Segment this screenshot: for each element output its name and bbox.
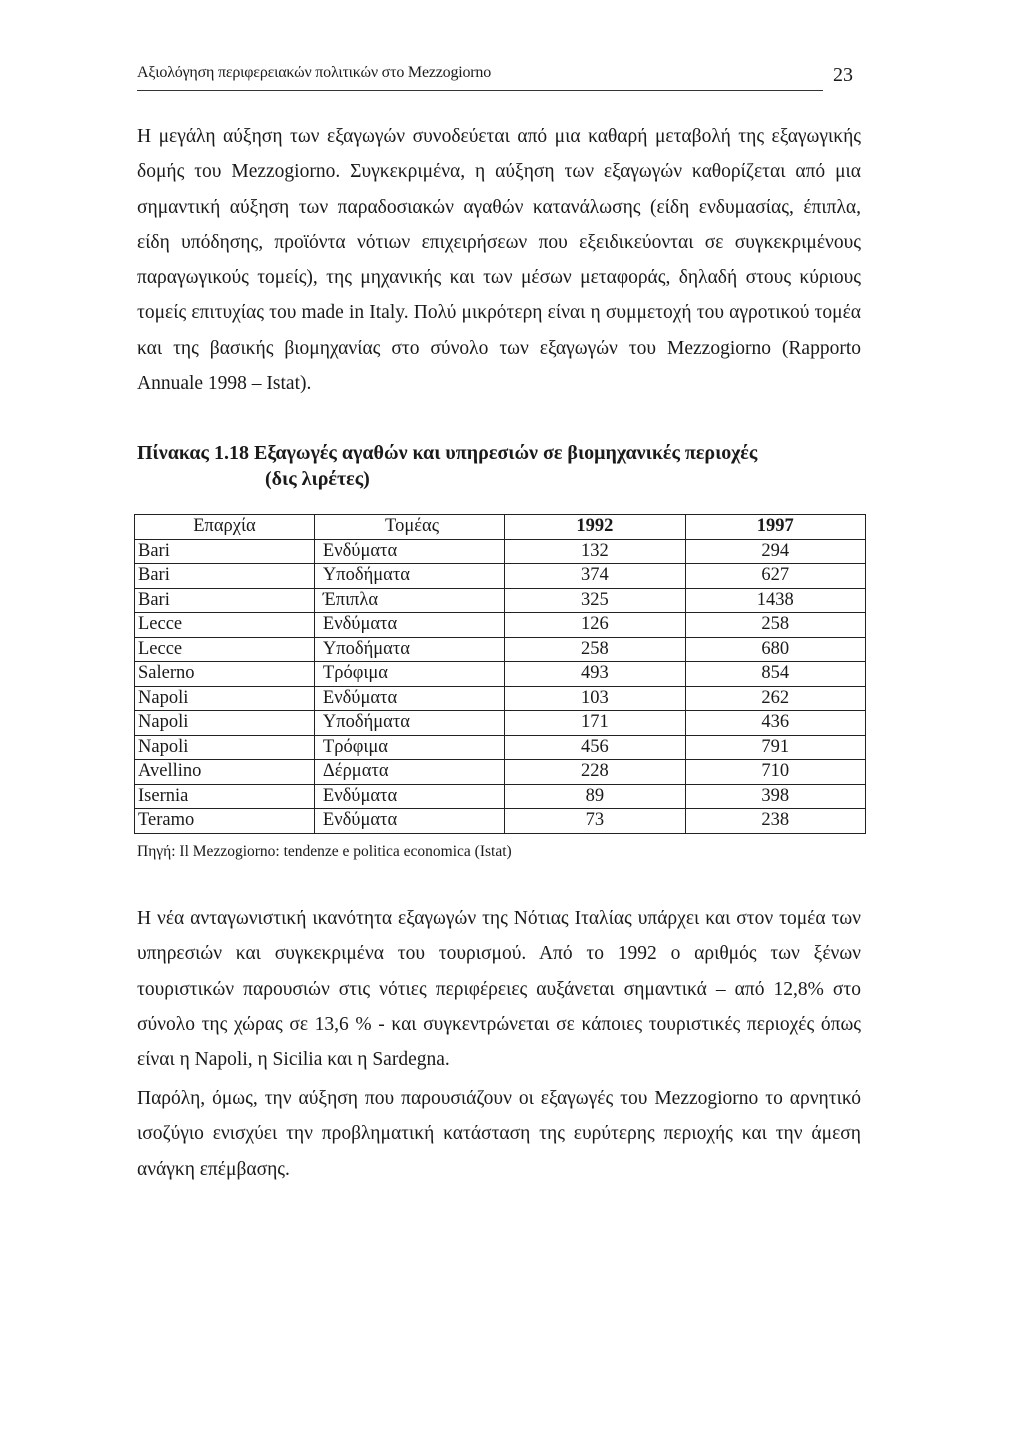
cell-1997: 1438 xyxy=(685,588,865,613)
table-row xyxy=(135,809,866,834)
cell-1997: 398 xyxy=(685,784,865,809)
cell-1997: 791 xyxy=(685,735,865,760)
table-row xyxy=(135,588,866,613)
cell-1992: 103 xyxy=(505,686,685,711)
table-caption-unit: (δις λιρέτες) xyxy=(265,468,370,490)
cell-1997: 680 xyxy=(685,637,865,662)
cell-province: Salerno xyxy=(135,662,315,687)
column-header-sector: Τομέας xyxy=(314,515,504,540)
cell-1997: 258 xyxy=(685,613,865,638)
cell-province: Lecce xyxy=(135,637,315,662)
table-row xyxy=(135,637,866,662)
column-header-1997: 1997 xyxy=(685,515,865,540)
table-source: Πηγή: Il Mezzogiorno: tendenze e politica economica (Istat) xyxy=(137,843,512,860)
cell-province: Lecce xyxy=(135,613,315,638)
table-row xyxy=(135,564,866,589)
cell-province: Isernia xyxy=(135,784,315,809)
cell-province: Teramo xyxy=(135,809,315,834)
cell-1992: 171 xyxy=(505,711,685,736)
cell-sector: Υποδήματα xyxy=(314,637,504,662)
column-header-province: Επαρχία xyxy=(135,515,315,540)
table-row xyxy=(135,760,866,785)
cell-sector: Ενδύματα xyxy=(314,784,504,809)
table-row xyxy=(135,784,866,809)
cell-sector: Τρόφιμα xyxy=(314,735,504,760)
cell-1997: 627 xyxy=(685,564,865,589)
paragraph-balance: Παρόλη, όμως, την αύξηση που παρουσιάζουν οι εξαγωγές του Mezzogiorno το αρνητικό ισοζύγιο ενισχύει την προβληματική κατάσταση της ευρύτερης περιοχής και την άμεση ανάγκη επέμβασης. xyxy=(137,1088,861,1180)
table-row xyxy=(135,735,866,760)
cell-1992: 456 xyxy=(505,735,685,760)
table-body xyxy=(135,539,866,833)
running-title: Αξιολόγηση περιφερειακών πολιτικών στο Mezzogiorno xyxy=(137,64,492,81)
cell-1997: 294 xyxy=(685,539,865,564)
cell-sector: Ενδύματα xyxy=(314,686,504,711)
cell-province: Bari xyxy=(135,564,315,589)
cell-sector: Ενδύματα xyxy=(314,809,504,834)
cell-1992: 73 xyxy=(505,809,685,834)
cell-sector: Έπιπλα xyxy=(314,588,504,613)
paragraph-export-structure: Η μεγάλη αύξηση των εξαγωγών συνοδεύεται από μια καθαρή μεταβολή της εξαγωγικής δομής του Mezzogiorno. Συγκεκριμένα, η αύξηση των εξαγωγών καθορίζεται από μια σημαντική αύξηση των παραδοσιακών αγαθών κατανάλωσης (είδη ενδυμασίας, έπιπλα, είδη υπόδησης, προϊόντα νότιων επιχειρήσεων που εξειδικεύονται σε συγκεκριμένους παραγωγικούς τομείς), της μηχανικής και των μέσων μεταφοράς, δηλαδή στους κύριους τομείς επιτυχίας του made in Italy. Πολύ μικρότερη είναι η συμμετοχή του αγροτικού τομέα και της βασικής βιομηχανίας στο σύνολο των εξαγωγών του Mezzogiorno (Rapporto Annuale 1998 – Istat). xyxy=(137,126,861,395)
cell-1992: 258 xyxy=(505,637,685,662)
table-row xyxy=(135,686,866,711)
cell-province: Avellino xyxy=(135,760,315,785)
cell-1997: 238 xyxy=(685,809,865,834)
cell-1992: 493 xyxy=(505,662,685,687)
cell-1997: 262 xyxy=(685,686,865,711)
table-row xyxy=(135,613,866,638)
table-caption xyxy=(137,440,867,492)
cell-province: Napoli xyxy=(135,735,315,760)
cell-sector: Ενδύματα xyxy=(314,613,504,638)
table-header-row xyxy=(135,515,866,540)
cell-sector: Υποδήματα xyxy=(314,711,504,736)
cell-1997: 854 xyxy=(685,662,865,687)
cell-sector: Τρόφιμα xyxy=(314,662,504,687)
cell-province: Napoli xyxy=(135,686,315,711)
cell-province: Bari xyxy=(135,588,315,613)
cell-province: Bari xyxy=(135,539,315,564)
cell-1997: 436 xyxy=(685,711,865,736)
cell-sector: Υποδήματα xyxy=(314,564,504,589)
page-header xyxy=(137,62,853,91)
cell-1992: 89 xyxy=(505,784,685,809)
cell-1992: 228 xyxy=(505,760,685,785)
cell-sector: Ενδύματα xyxy=(314,539,504,564)
table-row xyxy=(135,539,866,564)
page-number: 23 xyxy=(833,64,853,86)
table-row xyxy=(135,662,866,687)
cell-1997: 710 xyxy=(685,760,865,785)
cell-province: Napoli xyxy=(135,711,315,736)
paragraph-tourism: Η νέα ανταγωνιστική ικανότητα εξαγωγών της Νότιας Ιταλίας υπάρχει και στον τομέα των υπηρεσιών και συγκεκριμένα του τουρισμού. Από το 1992 ο αριθμός των ξένων τουριστικών παρουσιών στις νότιες περιφέρειες αυξάνεται σημαντικά – από 12,8% στο σύνολο της χώρας σε 13,6 % - και συγκεντρώνεται σε κάποιες τουριστικές περιοχές όπως είναι η Napoli, η Sicilia και η Sardegna. xyxy=(137,908,861,1071)
exports-table xyxy=(134,514,866,834)
cell-1992: 132 xyxy=(505,539,685,564)
table-caption-title: Πίνακας 1.18 Εξαγωγές αγαθών και υπηρεσιών σε βιομηχανικές περιοχές xyxy=(137,442,758,464)
cell-1992: 126 xyxy=(505,613,685,638)
column-header-1992: 1992 xyxy=(505,515,685,540)
cell-sector: Δέρματα xyxy=(314,760,504,785)
table-row xyxy=(135,711,866,736)
cell-1992: 374 xyxy=(505,564,685,589)
cell-1992: 325 xyxy=(505,588,685,613)
